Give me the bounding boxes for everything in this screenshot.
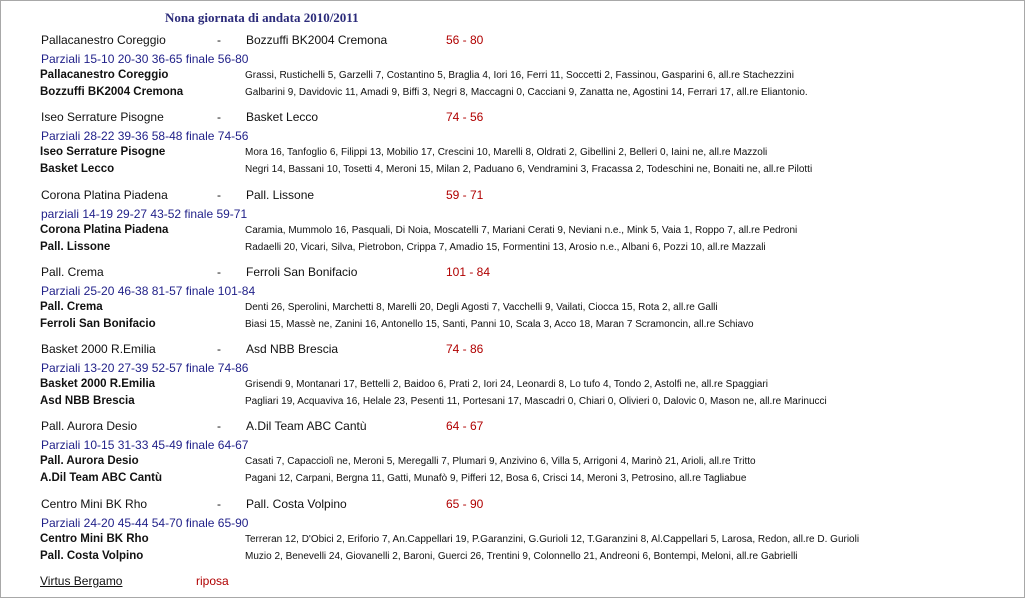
home-roster-team: Pall. Aurora Desio [40,455,139,467]
game-header [40,110,1010,129]
bye-status: riposa [196,574,229,588]
final-score: 64 - 67 [446,419,484,433]
vs-dash: - [217,419,221,433]
away-roster-players: Pagani 12, Carpani, Bergna 11, Gatti, Munafò 9, Pifferi 12, Bosa 6, Crisci 14, Meroni 3, Petrosino, all.re Tagliabue [245,473,747,484]
home-roster-players: Caramia, Mummolo 16, Pasquali, Di Noia, Moscatelli 7, Mariani Cerati 9, Neviani n.e., Mink 5, Vaia 1, Roppo 7, all.re Pedroni [245,225,798,236]
home-roster-row [40,455,1010,472]
partials-row [40,207,1010,224]
away-roster-team: Bozzuffi BK2004 Cremona [40,86,184,98]
game-header [40,265,1010,284]
final-score: 59 - 71 [446,188,484,202]
away-team-name: Pall. Costa Volpino [246,497,347,511]
away-roster-row [40,472,1010,489]
home-roster-players: Terreran 12, D'Obici 2, Eriforio 7, An.Cappellari 19, P.Garanzini, G.Gurioli 12, T.Garanzini 8, Al.Cappellari 5, Larosa, Redon, all.re D. Gurioli [245,534,860,545]
bye-team-link[interactable]: Virtus Bergamo [40,574,123,588]
home-roster-players: Casati 7, Capacciolì ne, Meroni 5, Meregalli 7, Plumari 9, Anzivino 6, Villa 5, Arrigoni 4, Marinò 21, Arioli, all.re Tritto [245,456,756,467]
away-roster-team: A.Dil Team ABC Cantù [40,472,163,484]
home-roster-row [40,301,1010,318]
away-roster-row [40,163,1010,180]
home-roster-team: Pall. Crema [40,301,103,313]
partials-row [40,129,1010,146]
away-roster-players: Biasi 15, Massè ne, Zanini 16, Antonello 15, Santi, Panni 10, Scala 3, Acco 18, Maran 7 Scramoncin, all.re Schiavo [245,319,754,330]
partials-text: Parziali 15-10 20-30 36-65 finale 56-80 [41,52,249,66]
home-roster-row [40,533,1010,550]
away-roster-row [40,86,1010,103]
partials-text: Parziali 28-22 39-36 58-48 finale 74-56 [41,129,249,143]
home-team-name: Pallacanestro Coreggio [41,33,166,47]
partials-row [40,284,1010,301]
away-roster-team: Basket Lecco [40,163,115,175]
partials-text: Parziali 25-20 46-38 81-57 finale 101-84 [41,284,256,298]
away-roster-team: Asd NBB Brescia [40,395,135,407]
away-roster-row [40,550,1010,567]
home-team-name: Centro Mini BK Rho [41,497,148,511]
final-score: 74 - 56 [446,110,484,124]
home-team-name: Corona Platina Piadena [41,188,168,202]
game-header [40,497,1010,516]
home-roster-row [40,224,1010,241]
game-block [40,497,1010,567]
game-header [40,188,1010,207]
home-team-name: Basket 2000 R.Emilia [41,342,156,356]
game-block [40,110,1010,180]
game-header [40,342,1010,361]
away-roster-players: Pagliari 19, Acquaviva 16, Helale 23, Pesenti 11, Portesani 17, Mascadri 0, Chiari 0, Olivieri 0, Dalovic 0, Mason ne, all.re Marinucci [245,396,827,407]
home-roster-players: Mora 16, Tanfoglio 6, Filippi 13, Mobilio 17, Crescini 10, Marelli 8, Oldrati 2, Gibellini 2, Belleri 0, Iaini ne, all.re Mazzoli [245,147,768,158]
home-team-name: Pall. Crema [41,265,104,279]
partials-row [40,516,1010,533]
partials-row [40,361,1010,378]
away-team-name: A.Dil Team ABC Cantù [246,419,367,433]
home-roster-team: Corona Platina Piadena [40,224,169,236]
vs-dash: - [217,497,221,511]
home-team-name: Iseo Serrature Pisogne [41,110,164,124]
home-team-name: Pall. Aurora Desio [41,419,138,433]
partials-row [40,438,1010,455]
vs-dash: - [217,110,221,124]
partials-text: Parziali 13-20 27-39 52-57 finale 74-86 [41,361,249,375]
home-roster-row [40,69,1010,86]
away-roster-players: Negri 14, Bassani 10, Tosetti 4, Meroni 15, Milan 2, Paduano 6, Vendramini 3, Fracassa 2, Todeschini ne, Bonaiti ne, all.re Pilotti [245,164,813,175]
game-block [40,33,1010,103]
vs-dash: - [217,265,221,279]
away-team-name: Bozzuffi BK2004 Cremona [246,33,388,47]
vs-dash: - [217,342,221,356]
game-header [40,419,1010,438]
page-title: Nona giornata di andata 2010/2011 [165,10,359,25]
away-roster-players: Radaelli 20, Vicari, Silva, Pietrobon, Crippa 7, Amadio 15, Formentini 13, Arosio n.e., Albani 6, Pozzi 10, all.re Mazzali [245,242,766,253]
vs-dash: - [217,188,221,202]
away-roster-row [40,241,1010,258]
partials-row [40,52,1010,69]
away-team-name: Pall. Lissone [246,188,315,202]
home-roster-team: Pallacanestro Coreggio [40,69,169,81]
partials-text: parziali 14-19 29-27 43-52 finale 59-71 [41,207,248,221]
home-roster-players: Grisendi 9, Montanari 17, Bettelli 2, Baidoo 6, Prati 2, Iori 24, Leonardi 8, Lo tufo 4, Tondo 2, Astolfi ne, all.re Spaggiari [245,379,768,390]
game-header [40,33,1010,52]
away-roster-team: Pall. Lissone [40,241,111,253]
game-block [40,188,1010,258]
home-roster-team: Basket 2000 R.Emilia [40,378,156,390]
home-roster-team: Centro Mini BK Rho [40,533,149,545]
away-roster-players: Muzio 2, Benevelli 24, Giovanelli 2, Baroni, Guerci 26, Trentini 9, Colonnello 21, Andreoni 6, Bontempi, Meloni, all.re Gabrielli [245,551,798,562]
away-team-name: Asd NBB Brescia [246,342,339,356]
away-roster-team: Pall. Costa Volpino [40,550,144,562]
away-roster-team: Ferroli San Bonifacio [40,318,156,330]
partials-text: Parziali 10-15 31-33 45-49 finale 64-67 [41,438,249,452]
home-roster-players: Grassi, Rustichelli 5, Garzelli 7, Costantino 5, Braglia 4, Iori 16, Ferri 11, Soccetti 2, Fassinou, Gasparini 6, all.re Stachezzini [245,70,794,81]
away-roster-players: Galbarini 9, Davidovic 11, Amadi 9, Biffi 3, Negri 8, Maccagni 0, Cacciani 9, Zanatta ne, Agostini 14, Ferrari 17, all.re Eliantonio. [245,87,808,98]
home-roster-row [40,378,1010,395]
partials-text: Parziali 24-20 45-44 54-70 finale 65-90 [41,516,249,530]
home-roster-players: Denti 26, Sperolini, Marchetti 8, Marelli 20, Degli Agosti 7, Vacchelli 9, Vailati, Ciocca 15, Rota 2, all.re Galli [245,302,718,313]
home-roster-row [40,146,1010,163]
final-score: 56 - 80 [446,33,484,47]
vs-dash: - [217,33,221,47]
away-roster-row [40,395,1010,412]
final-score: 65 - 90 [446,497,484,511]
final-score: 74 - 86 [446,342,484,356]
away-roster-row [40,318,1010,335]
game-block [40,419,1010,489]
game-block [40,265,1010,335]
home-roster-team: Iseo Serrature Pisogne [40,146,166,158]
away-team-name: Basket Lecco [246,110,319,124]
away-team-name: Ferroli San Bonifacio [246,265,358,279]
game-block [40,342,1010,412]
final-score: 101 - 84 [446,265,491,279]
